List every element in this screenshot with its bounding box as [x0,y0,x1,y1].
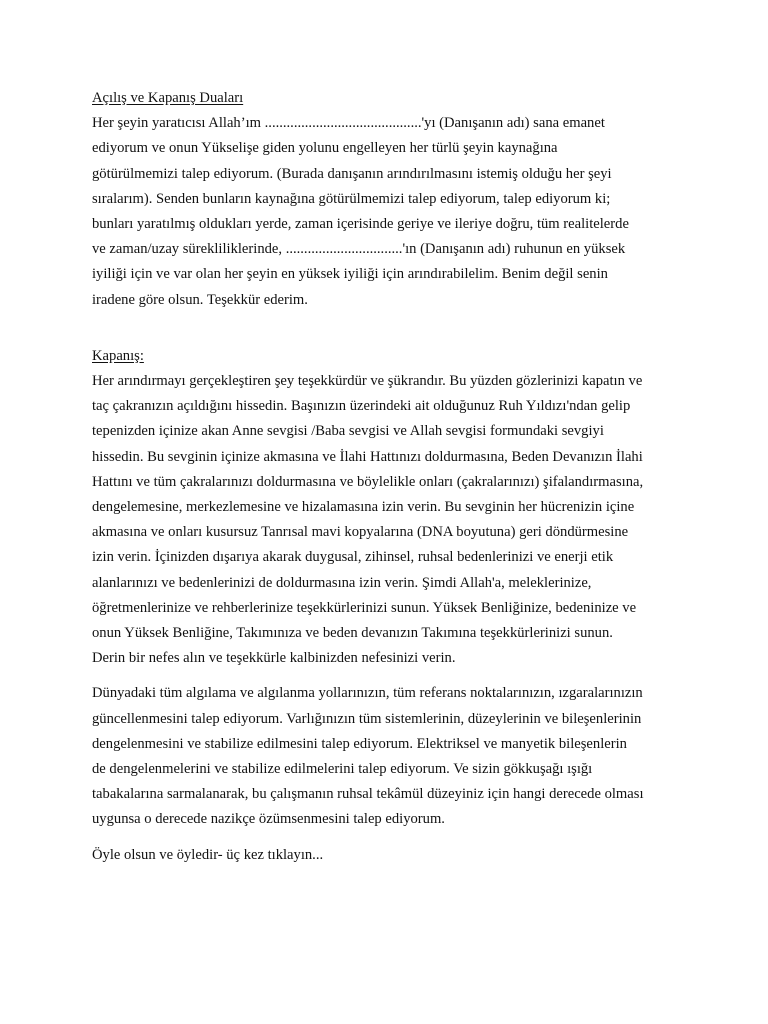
text-line: Hattını ve tüm çakralarınızı doldurmasına ve böylelikle onları (çakralarınızı) şifalandırmasına, [92,473,644,490]
text-line: taç çakranızın açıldığını hissedin. Başınızın üzerindeki ait olduğunuz Ruh Yıldızı'ndan gelip [92,398,631,415]
opening-paragraph [92,111,680,313]
text-line: güncellenmesini talep ediyorum. Varlığınızın tüm sistemlerinin, düzeylerinin ve bileşenlerinin [92,710,642,727]
text-line: Derin bir nefes alın ve teşekkürle kalbinizden nefesinizi verin. [92,650,456,667]
document-page [92,86,680,868]
closing-paragraph-1 [92,369,680,671]
text-line: iradene göre olsun. Teşekkür ederim. [92,291,308,308]
text-line: tepenizden içinize akan Anne sevgisi /Baba sevgisi ve Allah sevgisi formundaki sevgiyi [92,423,604,440]
closing-paragraph-2 [92,681,680,832]
text-line: götürülmemizi talep ediyorum. (Burada danışanın arındırılmasını istemiş olduğu her şeyi [92,165,612,182]
text-line: iyiliği için ve var olan her şeyin en yüksek iyiliği için arındırabilelim. Benim değil senin [92,266,608,283]
text-line: hissedin. Bu sevginin içinize akmasına ve İlahi Hattınızı doldurmasına, Beden Devanızın İlahi [92,448,643,465]
text-line: dengelemesine, merkezlemesine ve hizalamasına izin verin. Bu sevginin her hücrenizin içine [92,499,635,516]
text-line: ve zaman/uzay sürekliliklerinde, ................................'ın (Danışanın adı) ruhunun en yüksek [92,241,626,258]
text-line: Her şeyin yaratıcısı Allah’ım ...........................................'yı (Danışanın adı) sana emanet [92,115,605,132]
text-line: alanlarınızı ve bedenlerinizi de doldurmasına izin verin. Şimdi Allah'a, meleklerinize, [92,574,592,591]
text-line: onun Yüksek Benliğine, Takımınıza ve beden devanızın Takımına teşekkürlerinizi sunun. [92,625,613,642]
text-line: bunları yaratılmış oldukları yerde, zaman içerisinde geriye ve ileriye doğru, tüm realitelerde [92,216,629,233]
text-line: tabakalarına sarmalanarak, bu çalışmanın ruhsal tekâmül düzeyiniz için hangi derecede olması [92,786,644,803]
section-spacer [92,313,680,344]
text-line: akmasına ve onları kusursuz Tanrısal mavi kopyalarına (DNA boyutuna) geri döndürmesine [92,524,629,541]
text-line: Dünyadaki tüm algılama ve algılanma yollarınızın, tüm referans noktalarınızın, ızgaralarınızın [92,685,643,702]
opening-title: Açılış ve Kapanış Duaları [92,90,244,106]
closing-title: Kapanış: [92,347,144,364]
text-line: ediyorum ve onun Yükselişe giden yolunu engelleyen her türlü şeyin kaynağına [92,140,558,157]
text-line: sıralarım). Senden bunların kaynağına götürülmemizi talep ediyorum, talep ediyorum ki; [92,190,611,207]
text-line: dengelenmesini ve stabilize edilmesini talep ediyorum. Elektriksel ve manyetik bileşenlerin [92,735,627,752]
text-line: izin verin. İçinizden dışarıya akarak duygusal, zihinsel, ruhsal bedenlerinizi ve enerji etik [92,549,614,566]
text-line: uygunsa o derecede nazikçe özümsenmesini talep ediyorum. [92,811,445,828]
text-line: Her arındırmayı gerçekleştiren şey teşekkürdür ve şükrandır. Bu yüzden gözlerinizi kapatın ve [92,373,643,390]
closing-final-line: Öyle olsun ve öyledir- üç kez tıklayın... [92,846,324,863]
text-line: de dengelenmelerini ve stabilize edilmelerini talep ediyorum. Ve sizin gökkuşağı ışığı [92,761,593,778]
text-line: öğretmenlerinize ve rehberlerinize teşekkürlerinizi sunun. Yüksek Benliğinize, bedeninize ve [92,599,637,616]
